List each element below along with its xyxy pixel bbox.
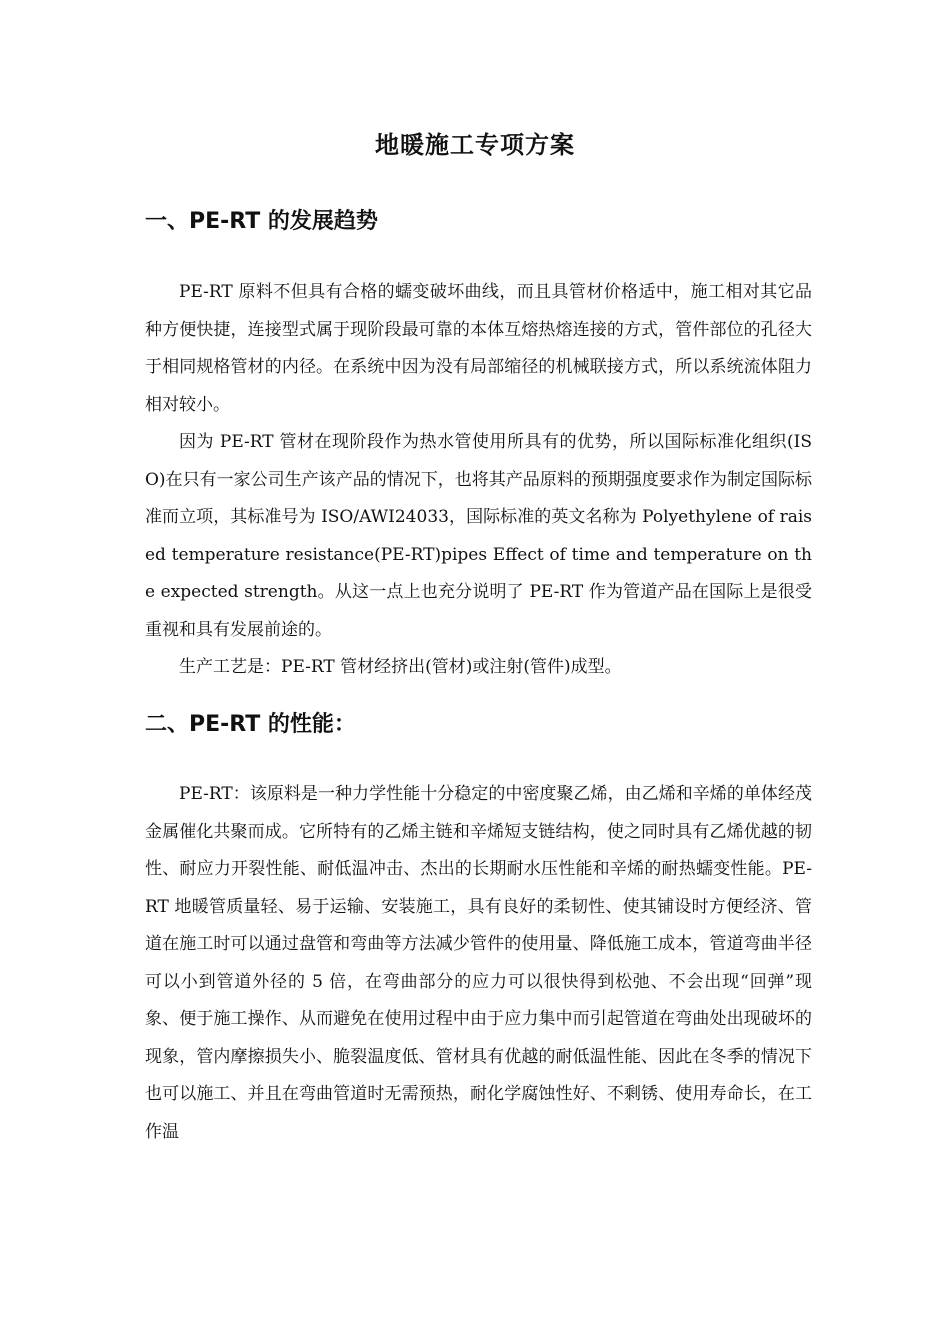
section-heading-development-trend: 一、PE-RT 的发展趋势 xyxy=(145,209,378,234)
section-heading-performance: 二、PE-RT 的性能： xyxy=(145,712,356,737)
paragraph: 生产工艺是：PE-RT 管材经挤出(管材)或注射(管件)成型。 xyxy=(179,657,622,677)
paragraph: 因为 PE-RT 管材在现阶段作为热水管使用所具有的优势，所以国际标准化组织(ISO)在只有一家公司生产该产品的情况下，也将其产品原料的预期强度要求作为制定国际标准而立项，其标准号为 ISO/AWI24033，国际标准的英文名称为 Polyethylene of raised temperature resistance(PE-RT)pipes Effect of time and temperature on the expected strength。从这一点上也充分说明了 PE-RT 作为管道产品在国际上是很受重视和具有发展前途的。 xyxy=(145,432,812,640)
section-body-performance xyxy=(145,776,812,1151)
paragraph: PE-RT：该原料是一种力学性能十分稳定的中密度聚乙烯，由乙烯和辛烯的单体经茂金属催化共聚而成。它所特有的乙烯主链和辛烯短支链结构，使之同时具有乙烯优越的韧性、耐应力开裂性能、耐低温冲击、杰出的长期耐水压性能和辛烯的耐热蠕变性能。PE-RT 地暖管质量轻、易于运输、安装施工，具有良好的柔韧性、使其铺设时方便经济、管道在施工时可以通过盘管和弯曲等方法减少管件的使用量、降低施工成本，管道弯曲半径可以小到管道外径的 5 倍，在弯曲部分的应力可以很快得到松弛、不会出现“回弹”现象、便于施工操作、从而避免在使用过程中由于应力集中而引起管道在弯曲处出现破坏的现象，管内摩擦损失小、脆裂温度低、管材具有优越的耐低温性能、因此在冬季的情况下也可以施工、并且在弯曲管道时无需预热，耐化学腐蚀性好、不剩锈、使用寿命长，在工作温 xyxy=(145,784,812,1142)
paragraph: PE-RT 原料不但具有合格的蠕变破坏曲线，而且具管材价格适中，施工相对其它品种方便快捷，连接型式属于现阶段最可靠的本体互熔热熔连接的方式，管件部位的孔径大于相同规格管材的内径。在系统中因为没有局部缩径的机械联接方式，所以系统流体阻力相对较小。 xyxy=(145,282,812,415)
document-title: 地暖施工专项方案 xyxy=(375,131,575,159)
section-body-development-trend xyxy=(145,274,812,687)
